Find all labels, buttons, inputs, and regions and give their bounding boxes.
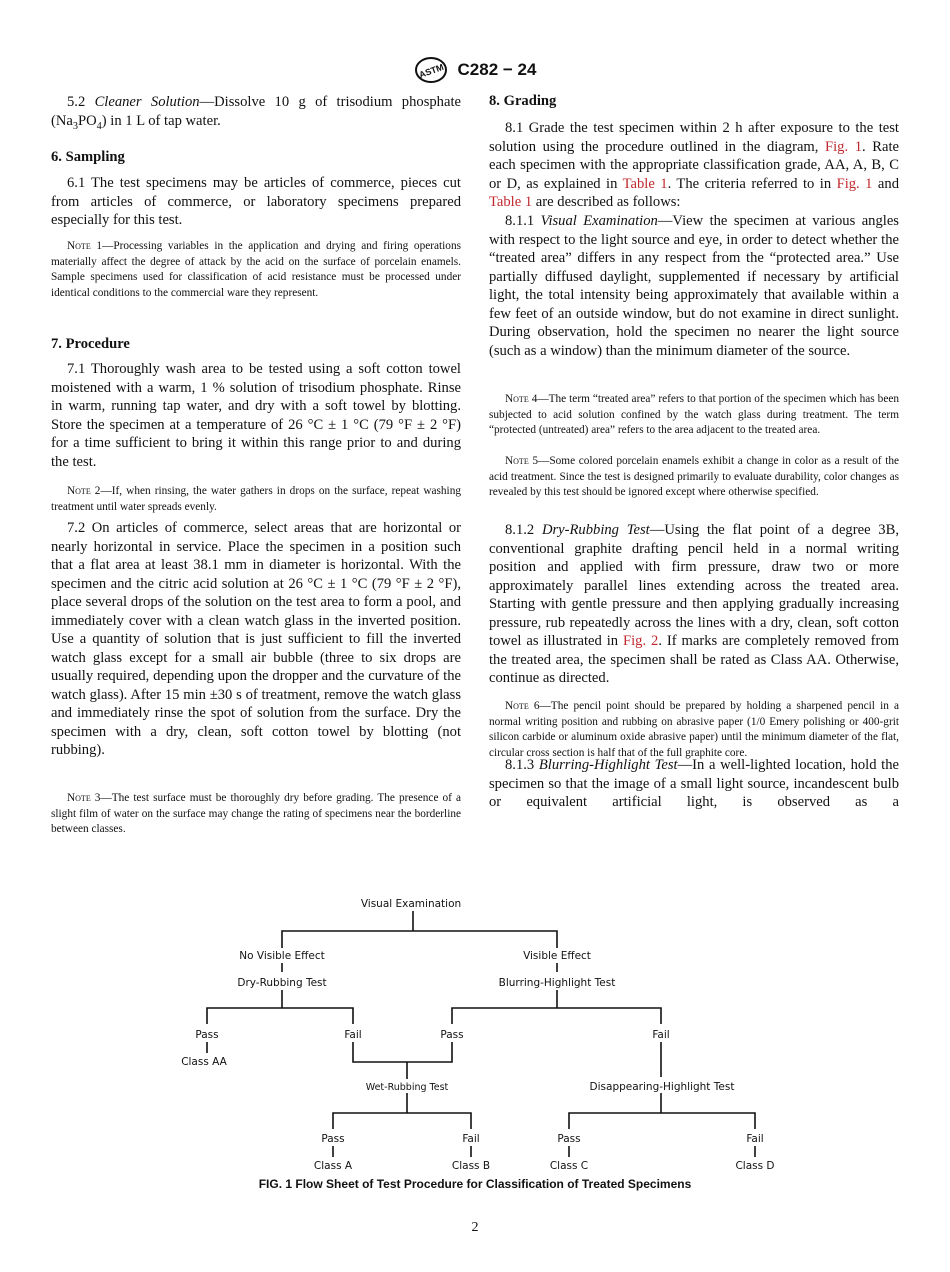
cross-reference-link[interactable]: Table 1 [489, 194, 533, 210]
node-fail: Fail [652, 1029, 670, 1041]
text-run: are described as follows: [532, 194, 681, 210]
text-run: —Using the flat point of a degree 3B, conventional graphite drafting pencil held in a normal writing position and applied with firm pressure, draw two or more approximately parallel lines extending across the treated area. Starting with gentle pressure and then applying gradually increasing pressure, rub repeatedly across the lines with a dry, clean, soft cotton towel as illustrated in [489, 522, 899, 649]
text-run: Dry-Rubbing Test [541, 522, 650, 538]
node-pass: Pass [321, 1133, 345, 1145]
node-class-b: Class B [451, 1160, 491, 1172]
node-wet-rubbing-test: Wet-Rubbing Test [365, 1082, 449, 1093]
text-run: 5—Some colored porcelain enamels exhibit a change in color as a result of the acid treatment. Since the test is designed primarily to evaluate durability, color changes as revealed by this test should be ignored except where otherwise specified. [489, 455, 899, 499]
text-run: Cleaner Solution [94, 94, 200, 110]
cross-reference-link[interactable]: Fig. 2 [623, 633, 659, 649]
text-run: 8.1.2 [505, 522, 542, 538]
figure-caption: FIG. 1 Flow Sheet of Test Procedure for Classification of Treated Specimens [258, 1177, 692, 1191]
node-class-c: Class C [549, 1160, 589, 1172]
node-disappearing-highlight-test: Disappearing-Highlight Test [589, 1081, 735, 1093]
node-pass: Pass [440, 1029, 464, 1041]
text-run: . If marks are completely removed from the treated area, the specimen shall be rated as Class AA. Otherwise, continue as directed. [489, 633, 899, 686]
text-run: 3 [72, 120, 78, 132]
node-class-aa: Class AA [181, 1056, 227, 1068]
node-no-visible-effect: No Visible Effect [239, 950, 325, 962]
text-run: 1—Processing variables in the application and drying and firing operations materially affect the degree of attack by the acid on the surface of porcelain enamels. Sample specimens used for classification of acid resistance must be processed under identical conditions to the commercial ware they represent. [51, 240, 461, 299]
note-label: Note [67, 792, 91, 804]
text-run: Visual Examination [540, 213, 658, 229]
cross-reference-link[interactable]: Fig. 1 [836, 175, 873, 192]
node-class-d: Class D [735, 1160, 775, 1172]
note-label: Note [67, 240, 91, 252]
flow-connectors [207, 911, 755, 1157]
node-blurring-highlight-test: Blurring-Highlight Test [498, 977, 616, 989]
note-label: Note [505, 700, 529, 712]
text-run: 6.1 The test specimens may be articles of commerce, pieces cut from articles of commerce, or laboratory specimens prepared especially for this test. [51, 175, 461, 228]
text-run: 7.1 Thoroughly wash area to be tested using a soft cotton towel moistened with a warm, 1 % solution of trisodium phosphate. Rinse in warm, running tap water, and dry with a soft towel by blotting. Store the specimen at a temperature of 26 °C ± 1 °C (79 °F ± 2 °F) for a time sufficient to bring it within this range prior to and during the test. [51, 361, 461, 470]
text-run: —Dissolve 10 g of trisodium phosphate (Na [51, 94, 461, 129]
node-visible-effect: Visible Effect [523, 950, 591, 962]
svg-text:ASTM: ASTM [417, 61, 445, 80]
node-dry-rubbing-test: Dry-Rubbing Test [237, 977, 327, 989]
text-run: 7.2 On articles of commerce, select areas that are horizontal or nearly horizontal in service. Place the specimen in a position such that a flat area at least 38.1 mm in diameter is horizontal. With the specimen and the citric acid solution at 26 °C ± 1 °C (79 °F ± 2 °F), place several drops of the solution on the test area to form a pool, and immediately cover with a clean watch glass in the inverted position. Use a quantity of solution that is just sufficient to fill the inverted watch glass except for a small air bubble (three to six drops are usually required, depending upon the dropper and the curvature of the watch glass). After 15 min ±30 s of treatment, remove the watch glass and immediately rinse the spot of solution from the surface. Dry the specimen with a dry, clean, soft cotton towel by blotting (not rubbing). [51, 520, 461, 758]
text-run: —In a well-lighted location, hold the specimen so that the image of a small light source, incandescent bulb or equivalent artificial light, is observed as a [489, 757, 899, 810]
text-run: . Rate each specimen with the appropriate classification grade, AA, A, B, C or D, as explained in [489, 138, 900, 192]
text-run: 2—If, when rinsing, the water gathers in drops on the surface, repeat washing treatment until water spreads evenly. [51, 485, 461, 513]
heading-grading: 8. Grading [489, 93, 557, 109]
text-run: Blurring-Highlight Test [538, 757, 678, 773]
node-fail: Fail [344, 1029, 362, 1041]
document-designation: C282 − 24 [457, 60, 537, 79]
text-run: 6—The pencil point should be prepared by holding a sharpened pencil in a normal writing position and rubbing on abrasive paper (1/0 Emery polishing or 400-grit silicon carbide or aluminum oxide abrasive paper) until the minimum diameter of the flat, circular cross section is half that of the full graphite core. [489, 700, 899, 759]
cross-reference-link[interactable]: Fig. 1 [825, 138, 863, 155]
text-run: and [872, 175, 899, 192]
cross-reference-link[interactable]: Table 1 [622, 175, 668, 192]
text-run: 5.2 [67, 94, 95, 110]
page-number: 2 [471, 1220, 479, 1235]
text-run: . The criteria referred to in [667, 175, 837, 192]
text-run: —View the specimen at various angles with respect to the light source and eye, in order to detect whether the “treated area” differs in any respect from the “protected area.” Use partially diffused daylight, supplemented if necessary by artificial light, the total intensity being approximately that available within a few feet of an outside window, but do not examine in direct sunlight. During observation, hold the specimen no nearer the light source (such as a window) than the minimum diameter of the source. [489, 213, 899, 359]
note-label: Note [67, 485, 91, 497]
text-run: 4 [96, 120, 102, 132]
node-pass: Pass [195, 1029, 219, 1041]
note-label: Note [505, 455, 529, 467]
text-run: 4—The term “treated area” refers to that portion of the specimen which has been subjected to acid solution confined by the watch glass during treatment. The term “protected (untreated) area” refers to the area adjacent to the treated area. [489, 393, 899, 437]
text-run: 3—The test surface must be thoroughly dry before grading. The presence of a slight film of water on the surface may change the rating of specimens near the borderline between classes. [51, 792, 461, 836]
node-class-a: Class A [313, 1160, 353, 1172]
text-run: PO [78, 112, 97, 129]
node-fail: Fail [746, 1133, 764, 1145]
node-fail: Fail [462, 1133, 480, 1145]
node-visual-examination: Visual Examination [360, 898, 462, 910]
text-run: 8.1.3 [505, 757, 539, 773]
heading-procedure: 7. Procedure [51, 336, 130, 352]
note-label: Note [505, 393, 529, 405]
text-run: 8.1.1 [505, 213, 541, 229]
heading-sampling: 6. Sampling [51, 149, 125, 165]
node-pass: Pass [557, 1133, 581, 1145]
text-run: ) in 1 L of tap water. [101, 112, 221, 129]
text-run: 8.1 Grade the test specimen within 2 h after exposure to the test solution using the procedure outlined in the diagram, [489, 120, 899, 155]
